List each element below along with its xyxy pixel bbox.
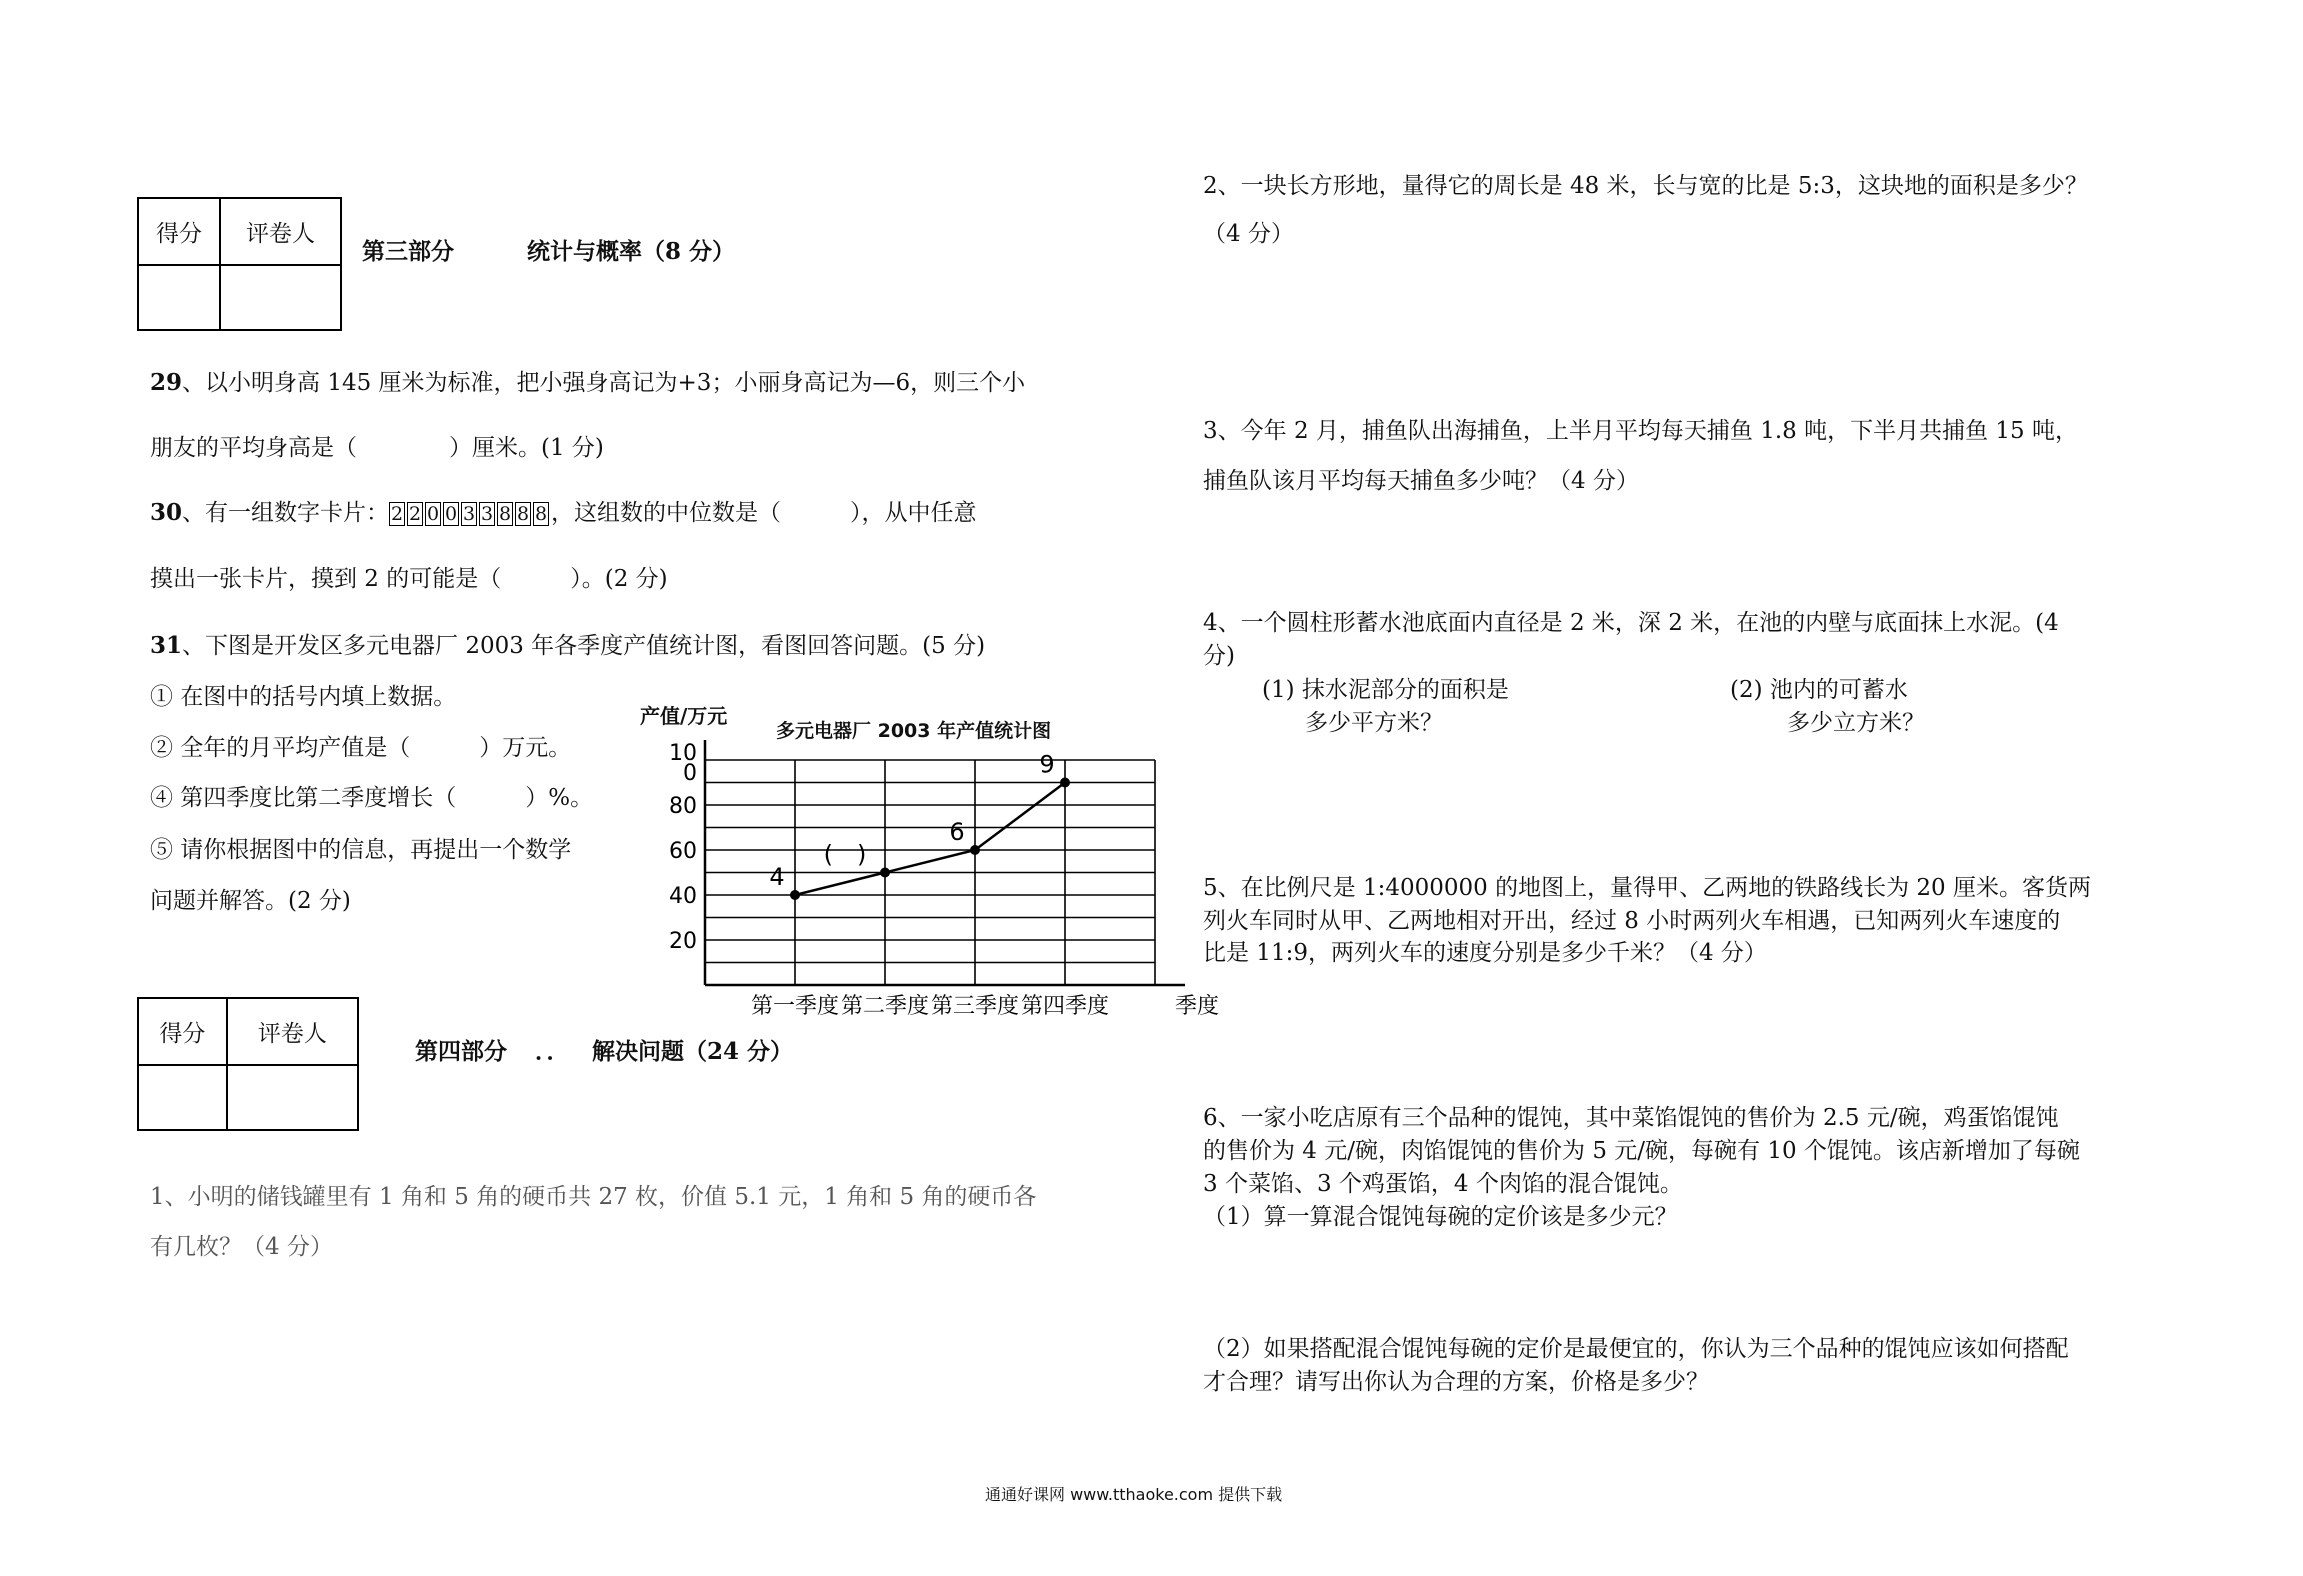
q31-item-2: ② 全年的月平均产值是（ ）万元。 [150, 735, 572, 761]
digit-card: 2 [408, 503, 422, 525]
score-cell [138, 1065, 227, 1130]
data-point [790, 890, 800, 900]
digit-card: 3 [480, 503, 494, 525]
part3-score-table [137, 197, 342, 331]
digit-card: 8 [498, 503, 512, 525]
data-label: 4 [769, 863, 785, 891]
data-label: 6 [949, 818, 965, 846]
question-31 [150, 630, 985, 662]
x-tick-label: 第四季度 [1020, 994, 1110, 1019]
x-tick-label: 第二季度 [840, 994, 930, 1019]
part3-title: 第三部分 [362, 238, 454, 265]
x-tick-label: 第一季度 [750, 994, 840, 1019]
footer-credit: 通通好课网 www.tthaoke.com 提供下载 [985, 1485, 1283, 1504]
problem-4-sub2b: 多少立方米？ [1787, 710, 1925, 736]
digit-card: 8 [516, 503, 530, 525]
problem-2-line2: （4 分） [1203, 221, 1294, 247]
digit-cards [389, 500, 551, 526]
grader-cell [227, 1065, 358, 1130]
part4-score-table [137, 997, 359, 1131]
problem-4-sub1a: (1) 抹水泥部分的面积是 [1262, 677, 1509, 703]
problem-3-line1: 3、今年 2 月，捕鱼队出海捕鱼，上半月平均每天捕鱼 1.8 吨，下半月共捕鱼 15 吨， [1203, 418, 2078, 444]
question-number: 30 [150, 499, 183, 526]
data-label: 9 [1039, 750, 1055, 779]
y-tick-label: 10 [669, 741, 697, 766]
digit-card: 3 [462, 503, 476, 525]
part4-subtitle: 解决问题（24 分） [592, 1038, 794, 1065]
problem-1-line1: 1、小明的储钱罐里有 1 角和 5 角的硬币共 27 枚，价值 5.1 元，1 角和 5 角的硬币各 [150, 1184, 1037, 1210]
q31-item-1: ① 在图中的括号内填上数据。 [150, 684, 457, 710]
q30-pre: 、有一组数字卡片： [182, 500, 390, 526]
data-point [970, 845, 980, 855]
score-label: 得分 [138, 198, 220, 265]
problem-6-line3: 3 个菜馅、3 个鸡蛋馅，4 个肉馅的混合馄饨。 [1203, 1171, 1683, 1197]
digit-card: 8 [534, 503, 548, 525]
chart-ylabel: 产值/万元 [640, 704, 728, 728]
y-tick-label: 0 [683, 761, 697, 786]
y-tick-label: 20 [669, 929, 697, 954]
part3-subtitle: 统计与概率（8 分） [527, 238, 736, 265]
question-30 [150, 497, 977, 529]
x-tick-label: 第三季度 [930, 994, 1020, 1019]
digit-card: 2 [390, 503, 404, 525]
problem-4-sub2a: (2) 池内的可蓄水 [1730, 677, 1908, 703]
problem-4-line1: 4、一个圆柱形蓄水池底面内直径是 2 米，深 2 米，在池的内壁与底面抹上水泥。(4 [1203, 610, 2059, 636]
question-number: 29 [150, 369, 183, 396]
line-chart [620, 730, 1220, 1070]
y-tick-label: 80 [669, 794, 697, 819]
q29-line2: 朋友的平均身高是（ ）厘米。(1 分) [150, 435, 604, 461]
y-tick-label: 60 [669, 839, 697, 864]
series-line [795, 783, 1065, 896]
problem-5-line2: 列火车同时从甲、乙两地相对开出，经过 8 小时两列火车相遇，已知两列火车速度的 [1203, 908, 2061, 934]
digit-card: 0 [444, 503, 458, 525]
problem-6-line4: （1）算一算混合馄饨每碗的定价该是多少元？ [1203, 1204, 1678, 1230]
q31-item-4: ④ 第四季度比第二季度增长（ ）%。 [150, 785, 594, 811]
digit-card: 0 [426, 503, 440, 525]
data-point [1060, 778, 1070, 788]
y-tick-label: 40 [669, 884, 697, 909]
problem-2-line1: 2、一块长方形地，量得它的周长是 48 米，长与宽的比是 5:3，这块地的面积是多少？ [1203, 173, 2088, 199]
q31-line1: 、下图是开发区多元电器厂 2003 年各季度产值统计图，看图回答问题。(5 分) [182, 633, 986, 659]
data-point [880, 868, 890, 878]
data-label: ( ) [823, 840, 867, 869]
q31-item-5-cont: 问题并解答。(2 分) [150, 888, 351, 914]
grader-label: 评卷人 [220, 198, 341, 265]
question-29 [150, 367, 1025, 399]
grader-label: 评卷人 [227, 998, 358, 1065]
chart-title: 多元电器厂 2003 年产值统计图 [776, 720, 1052, 742]
problem-6-line5: （2）如果搭配混合馄饨每碗的定价是最便宜的，你认为三个品种的馄饨应该如何搭配 [1203, 1336, 2069, 1362]
q31-item-5: ⑤ 请你根据图中的信息，再提出一个数学 [150, 837, 572, 863]
problem-4-line2: 分) [1203, 643, 1235, 669]
q29-line1: 、以小明身高 145 厘米为标准，把小强身高记为+3；小丽身高记为—6，则三个小 [182, 370, 1026, 396]
q30-line2: 摸出一张卡片，摸到 2 的可能是（ ）。(2 分) [150, 566, 668, 592]
problem-6-line6: 才合理？请写出你认为合理的方案，价格是多少？ [1203, 1369, 1709, 1395]
question-number: 31 [150, 632, 183, 659]
problem-5-line1: 5、在比例尺是 1:4000000 的地图上，量得甲、乙两地的铁路线长为 20 厘米。客货两 [1203, 875, 2091, 901]
score-label: 得分 [138, 998, 227, 1065]
q30-post: ，这组数的中位数是（ ），从中任意 [551, 500, 977, 526]
problem-5-line3: 比是 11:9，两列火车的速度分别是多少千米？（4 分） [1203, 940, 1767, 966]
problem-4-sub1b: 多少平方米？ [1305, 710, 1443, 736]
part4-title: 第四部分 [415, 1038, 507, 1065]
part4-dots: ．． [535, 1038, 570, 1065]
problem-1-line2: 有几枚？（4 分） [150, 1234, 333, 1260]
x-axis-label: 季度 [1174, 994, 1220, 1019]
grader-cell [220, 265, 341, 330]
problem-6-line2: 的售价为 4 元/碗，肉馅馄饨的售价为 5 元/碗，每碗有 10 个馄饨。该店新增加了每碗 [1203, 1138, 2080, 1164]
problem-3-line2: 捕鱼队该月平均每天捕鱼多少吨？（4 分） [1203, 468, 1639, 494]
score-cell [138, 265, 220, 330]
problem-6-line1: 6、一家小吃店原有三个品种的馄饨，其中菜馅馄饨的售价为 2.5 元/碗，鸡蛋馅馄饨 [1203, 1105, 2059, 1131]
